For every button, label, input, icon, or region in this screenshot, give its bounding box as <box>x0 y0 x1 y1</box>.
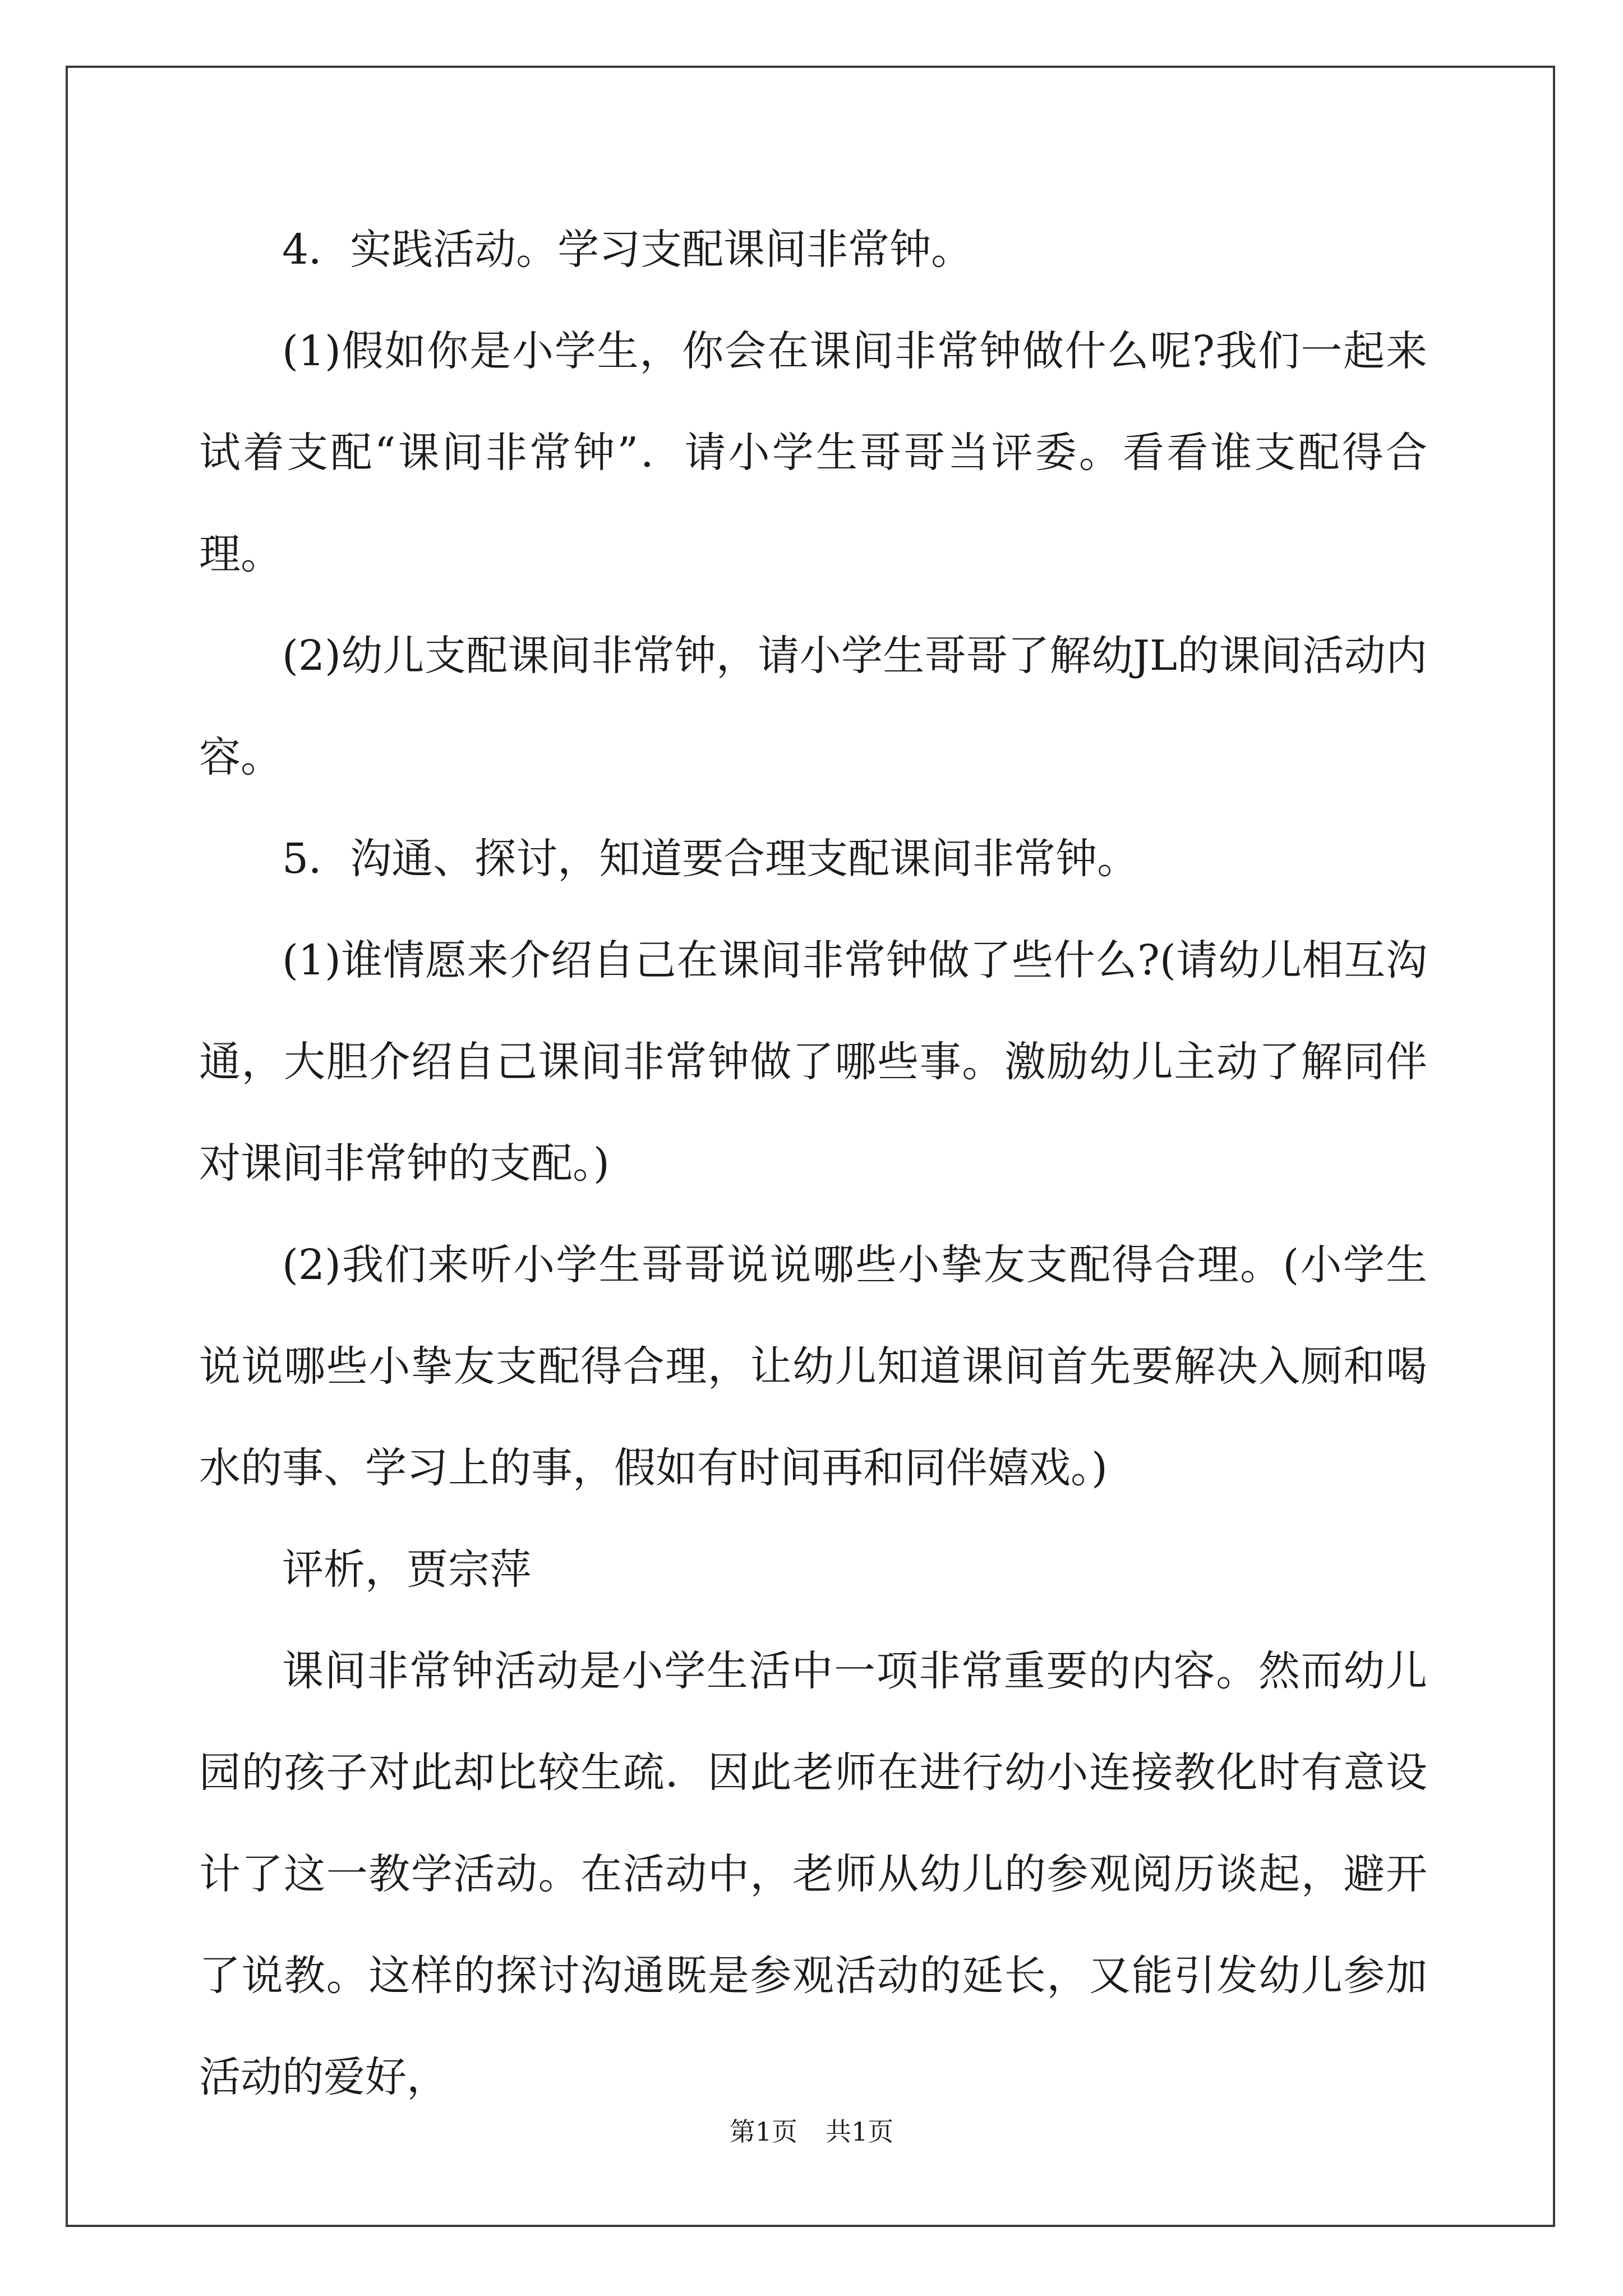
page-footer <box>0 2115 1623 2148</box>
page-total: 共1页 <box>826 2116 894 2147</box>
paragraph: (2)幼儿支配课间非常钟，请小学生哥哥了解幼JL的课间活动内容。 <box>199 632 1427 781</box>
paragraph: (2)我们来听小学生哥哥说说哪些小挚友支配得合理。(小学生说说哪些小挚友支配得合理，让幼儿知道课间首先要解决入厕和喝水的事、学习上的事，假如有时间再和同伴嬉戏。) <box>199 1241 1427 1492</box>
page-number: 第1页 <box>729 2116 797 2147</box>
paragraph: 评析，贾宗萍 <box>282 1545 531 1594</box>
paragraph: 4．实践活动。学习支配课间非常钟。 <box>282 226 973 274</box>
document-body <box>199 199 1427 2128</box>
paragraph: 5．沟通、探讨，知道要合理支配课间非常钟。 <box>282 835 1139 883</box>
paragraph: (1)谁情愿来介绍自己在课间非常钟做了些什么?(请幼儿相互沟通，大胆介绍自己课间非常钟做了哪些事。激励幼儿主动了解同伴对课间非常钟的支配。) <box>199 936 1427 1188</box>
paragraph: (1)假如你是小学生，你会在课间非常钟做什么呢?我们一起来试着支配“课间非常钟”．请小学生哥哥当评委。看看谁支配得合理。 <box>199 327 1427 578</box>
paragraph: 课间非常钟活动是小学生活中一项非常重要的内容。然而幼儿园的孩子对此却比较生疏．因此老师在进行幼小连接教化时有意设计了这一教学活动。在活动中，老师从幼儿的参观阅历谈起，避开了说教。这样的探讨沟通既是参观活动的延长，又能引发幼儿参加活动的爱好， <box>199 1647 1427 2101</box>
